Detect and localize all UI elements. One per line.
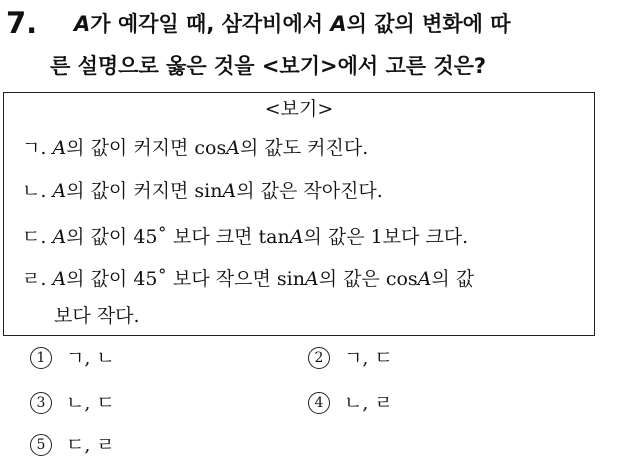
variable-a: A xyxy=(52,268,67,290)
question-stem-line-2: 른 설명으로 옳은 것을 <보기>에서 고른 것은? xyxy=(50,54,487,78)
item-text: 의 값은 작아진다. xyxy=(236,180,383,202)
item-text: 의 값이 커지면 cos xyxy=(66,137,227,159)
circled-number-1: 1 xyxy=(30,347,52,369)
variable-a: A xyxy=(330,12,347,36)
choice-5[interactable] xyxy=(30,431,115,459)
item-text: 의 값은 cos xyxy=(318,268,418,290)
circled-number-3: 3 xyxy=(30,392,52,414)
variable-a: A xyxy=(289,226,304,248)
choice-text: ㄷ, ㄹ xyxy=(66,434,115,456)
question-number: 7. xyxy=(6,6,38,40)
choice-3[interactable] xyxy=(30,389,115,417)
bogi-item-rieul xyxy=(22,259,588,299)
stem-text: 의 값의 변화에 따 xyxy=(346,12,511,36)
variable-a: A xyxy=(74,12,91,36)
item-text: 의 값이 45˚ 보다 작으면 sin xyxy=(66,268,305,290)
variable-a: A xyxy=(52,137,67,159)
item-label: ㄷ. xyxy=(22,226,53,248)
choice-text: ㄴ, ㄹ xyxy=(344,392,393,414)
bogi-item-giyeok xyxy=(22,128,588,168)
variable-a: A xyxy=(417,268,432,290)
variable-a: A xyxy=(52,226,67,248)
variable-a: A xyxy=(304,268,319,290)
choice-1[interactable] xyxy=(30,344,115,372)
item-text: 의 값도 커진다. xyxy=(239,137,369,159)
variable-a: A xyxy=(222,180,237,202)
circled-number-4: 4 xyxy=(308,392,330,414)
item-text: 의 값이 커지면 sin xyxy=(66,180,223,202)
variable-a: A xyxy=(226,137,240,159)
choice-4[interactable] xyxy=(308,389,393,417)
item-label: ㄴ. xyxy=(22,180,53,202)
circled-number-2: 2 xyxy=(308,347,330,369)
bogi-title: <보기> xyxy=(264,98,334,120)
item-label: ㄱ. xyxy=(22,137,53,159)
item-text: 의 값은 1보다 크다. xyxy=(303,226,469,248)
circled-number-5: 5 xyxy=(30,434,52,456)
choice-text: ㄱ, ㄴ xyxy=(66,347,115,369)
bogi-item-digeut xyxy=(22,217,588,257)
stem-text: 가 예각일 때, 삼각비에서 xyxy=(90,12,331,36)
item-text: 의 값이 45˚ 보다 크면 tan xyxy=(66,226,290,248)
bogi-item-nieun xyxy=(22,171,588,211)
item-text: 의 값 xyxy=(431,268,475,290)
bogi-box xyxy=(3,92,595,336)
question-stem-line-1 xyxy=(74,9,511,39)
choice-text: ㄱ, ㄷ xyxy=(344,347,393,369)
variable-a: A xyxy=(52,180,67,202)
choice-text: ㄴ, ㄷ xyxy=(66,392,115,414)
bogi-item-rieul-continuation: 보다 작다. xyxy=(54,305,140,327)
item-label: ㄹ. xyxy=(22,268,53,290)
choice-2[interactable] xyxy=(308,344,393,372)
